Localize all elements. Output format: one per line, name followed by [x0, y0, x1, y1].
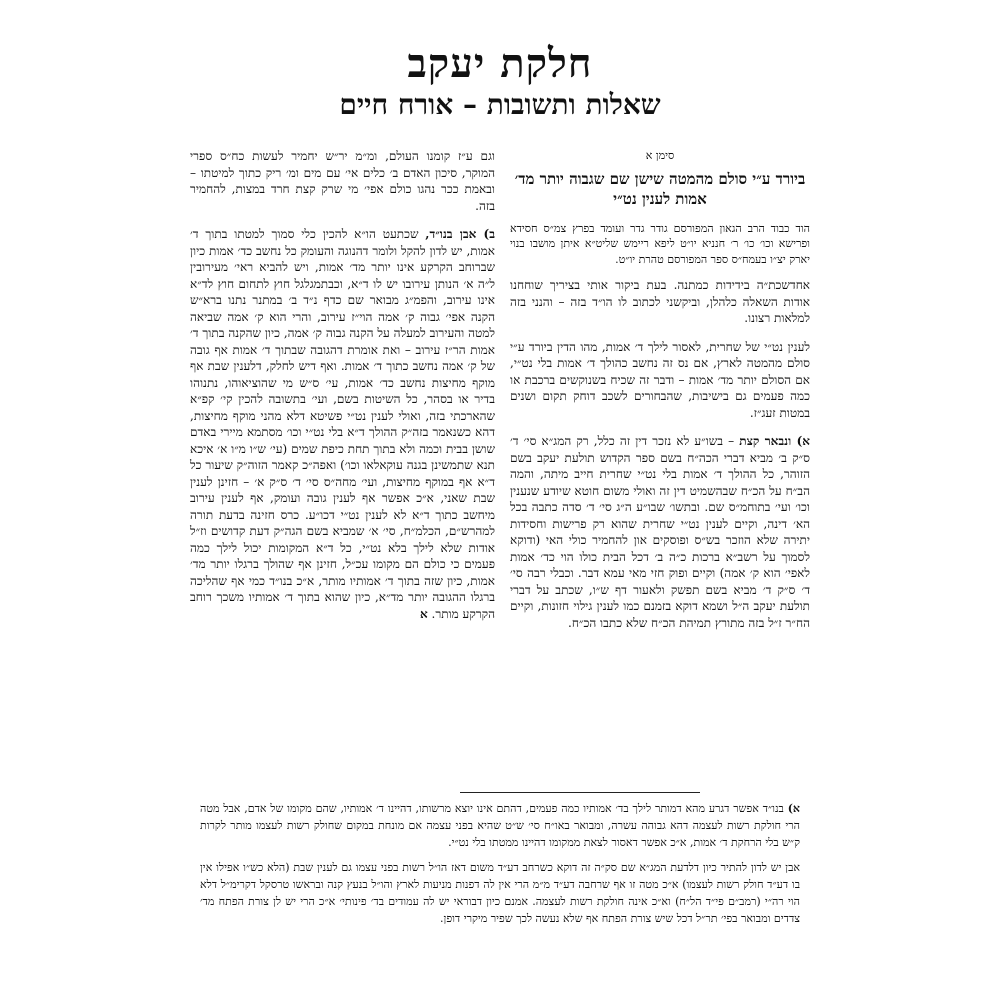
paragraph: וגם ע״ז קומנו העולם, ומ״מ יר״ש יחמיר לעשות כח״ס ספרי המוקר, סיכון האדם ב׳ כלים אי׳ עם מים ומ׳ ריק כתוך למיטתו – ובאמת ככר נהגו כולם אפי׳ מי שרק קצת חרד במצות, להחמיר בזה.: [190, 149, 495, 213]
footnote-lead: א): [787, 802, 800, 815]
letter-header: הוד כבוד הרב הגאון המפורסם גודר גדר ועומד בפרץ צמ״ס חסידא ופרישא וכו׳ כו׳ ר׳ חנניא יו״ט ליפא ריימש שליט״א איתן מושבו בנוי יארק יצ״ו בעמח״ס ספר המפורסם טהרת יו״ט.: [510, 221, 810, 266]
footnote: [200, 800, 800, 851]
footnotes: [200, 800, 800, 935]
paragraph: אחדשכת״ה בידידות כמתנה. בעת ביקור אותי בציריך שוחחנו אודות השאלה כלהלן, וביקשני לכתוב לו הו״ד בזה – והנני בזה למלאות רצונו.: [510, 278, 810, 325]
paragraph-lead: ב) אבן בנו״ד,: [425, 227, 495, 241]
paragraph: [190, 226, 495, 622]
paragraph: [510, 433, 810, 631]
paragraph-body: – בשו״ע לא נזכר דין זה כלל, רק המג״א סי׳ ד׳ ס״ק ב׳ מביא דברי הכה״ח בשם ספר הקדוש תולעת יעקב בשם הזוהר, כל ההולך ד׳ אמות בלי נט״י שחרית חייב מיתה, והמה הב״ח על הכ״ח שבהשמיט דין זה ואולי משום חוטא שיודע שנענין וכו׳ ועי׳ בתוחמ״ס שם. ובתשו׳ שבו״ע ה״ג סי׳ ד׳ סדה כתבה בכל הא׳ דינה, וקיים לענין נט״י שחרית שהוא רק פרישות וחסידות יתירה שלא הוזכר בש״ס ופוסקים און להחמיר כולי האי (ודוקא לסמוך על רשב״א ברכות כ״ה ב׳ דכל הבית כולו הוי כד׳ אמות לאפי׳ הוא ק׳ אמה) וקיים ופוק חזי מאי עמא דבר. וכבלי רבה סי׳ ד׳ ס״ק ד׳ מביא בשם תפשק ולאעור דף ש״ו, שכתב על דברי תולעת יעקב ה״ל ושמא דוקא בזמנם כמו לענין גילוי חזונות, וקיים הח״ר ז״ל בזה מתורץ תמיהת הכ״ח שלא כתבו הכ״ח.: [510, 434, 810, 630]
paragraph: לענין נט״י של שחרית, לאסור לילך ד׳ אמות, מהו הדין ביורד ע״י סולם מהמטה לארץ, אם נס זה נחשב כהולך ד׳ אמות בלי נט״י, אם הסולם יותר מד׳ אמות – ודבר זה שכיח בשנוקשים ברכבת או כמה פעמים גם בישיבות, שהבחורים לשכב דוחק תקום ושנים במטות זעג״ז.: [510, 339, 810, 420]
footnote-marker: א: [419, 606, 428, 621]
right-column: [510, 148, 810, 643]
siman-heading: ביורד ע״י סולם מהמטה שישן שם שגבוה יותר מד׳ אמות לענין נט״י: [514, 169, 806, 208]
paragraph-lead: א) ונבאר קצת: [739, 434, 811, 448]
footnote-divider: [460, 792, 700, 793]
section-subtitle: שאלות ותשובות – אורח חיים: [339, 88, 661, 121]
paragraph-body: שכתעט הו״א להכין כלי סמוך למטתו בתוך ד׳ אמות, יש לדון להקל ולומר דהנוגה והעומק כל נחשב כד׳ אמות כיון שברוחב הקרקע אינו יותר מד׳ אמות, ויש להביא ראי׳ מעירובין ל״ה א׳ הנותן עירובו יש לו ד״א, וכבתמגלגל חוץ לתחום חוץ לד״א אינו עירוב, והפמ״ג מבואר שם כדף נ״ד ב׳ במתנר נתנו ברא״ש הקנה אפי׳ גבוה ק׳ אמה הוי״ז עירוב, והרי הוא ק׳ אמה שביאה למטה והעירוב למעלה על הקנה גבוה ק׳ אמה, כיון שהקנה בתוך ד׳ אמות הר״ז עירוב – ואת אומרת דהגובה שבתוך ד׳ אמות אף גובה של ק׳ אמה נחשב כתוך ד׳ אמות. ואף דיש לחלק, דלענין שבת אף מוקף מחיצות נחשב כד׳ אמות, עי׳ ס״ש מי שהוציאוהו, נתנוהו בדיר או בסהר, כל השיטות בשם, ועי׳ בתשובה להכין קי׳ קפ״א שהארכתי בזה, ואולי לענין נט״י פשיטא דלא מהני מוקף מחיצות, דהא כשנאמר בזה״ק ההולך ד״א בלי נט״י וכו׳ מסתמא מיירי באדם שושן בבית וכמה ולא בתוך תחת כיפת שמים (עי׳ ש״ו מ״ו א׳ איכא תנא שתמשינן בגנה עוקאלאו וכו׳) ואפה״כ קאמר הזוה״ק שיעור כל ד״א אף במוקף מחיצות, ועי׳ מחה״ס סי׳ ד׳ ס״ק א׳ – חזינן לענין שבת שאני, א״כ אפשר אף לענין גובה ועומק, אף לענין עירוב מיחשב כתוך ד״א לא לענין נט״י דכו״ע. כרס חזינה בדעת תורה למהרש״ם, הכלמ״ח, סי׳ א׳ שמביא בשם הגה״ק דעת קדושים וז״ל אודות שלא לילך בלא נט״י, כל ד״א המקומות יכול לילך כמה פעמים כי כולם הם מקומו עכ״ל, חזינן אף שהולך ברגלו יותר מד׳ אמות, כיון שזה בתוך ד׳ אמותיו מותר, א״כ בנו״ד כמי אף שהליכה ברגלו ההגובה יותר מד״א, כיון שהוא בתוך ד׳ אמותיו משכך רוחב הקרקע מותר.: [190, 227, 495, 621]
footnote: אבן יש לדון להתיר כיון דלדעת המג״א שם סק״ה זה דוקא כשרחב דע״ד משום דאז הו״ל רשות בפני עצמו גם לענין שבת (הלא כש״ו אפילו אין בו דע״ד חולק רשות לעצמו) א״כ מטה זו אף שרחבה דע״ד מ״מ הרי אין לה דפנות מניעות לארץ והו״ל בנעץ קנה ובראשו טרסקל דקרימ״ל דלא הוי רה״י (רמב״ם פי״ד הל״ח) וא״כ אינה חולקת רשות לעצמה. אמנם כיון דבוראי יש לה עמודים בד׳ פינותי׳ א״כ הרי יש לן צורת הפתח מד׳ צדדים ומבואר בפי׳ תר״ל דכל שיש צורת הפתח אף שלא נעשה לכך שפיר מיקרי דופן.: [200, 861, 800, 925]
book-title: חלקת יעקב: [407, 40, 593, 87]
siman-label: סימן א: [645, 149, 675, 162]
left-column: [190, 148, 495, 634]
footnote-body: בנו״ד אפשר דגרע מהא דמותר לילך בד׳ אמותיו כמה פעמים, דהתם אינו יוצא מרשותו, דהיינו ד׳ אמותיו, שהם מקומו של אדם, אבל מטה הרי חולקת רשות לעצמה דהא גבוהה עשרה, ומבואר באו״ח סי׳ ש״ט שהיא בפני עצמה אם מונחת במקום שחולק רשות לעצמו מותר לקרות ק״ש בלי הרחקת ד׳ אמות, א״כ אפשר דאסור לצאת ממקומו דהיינו ממטתו בלי נט״י.: [200, 802, 800, 849]
